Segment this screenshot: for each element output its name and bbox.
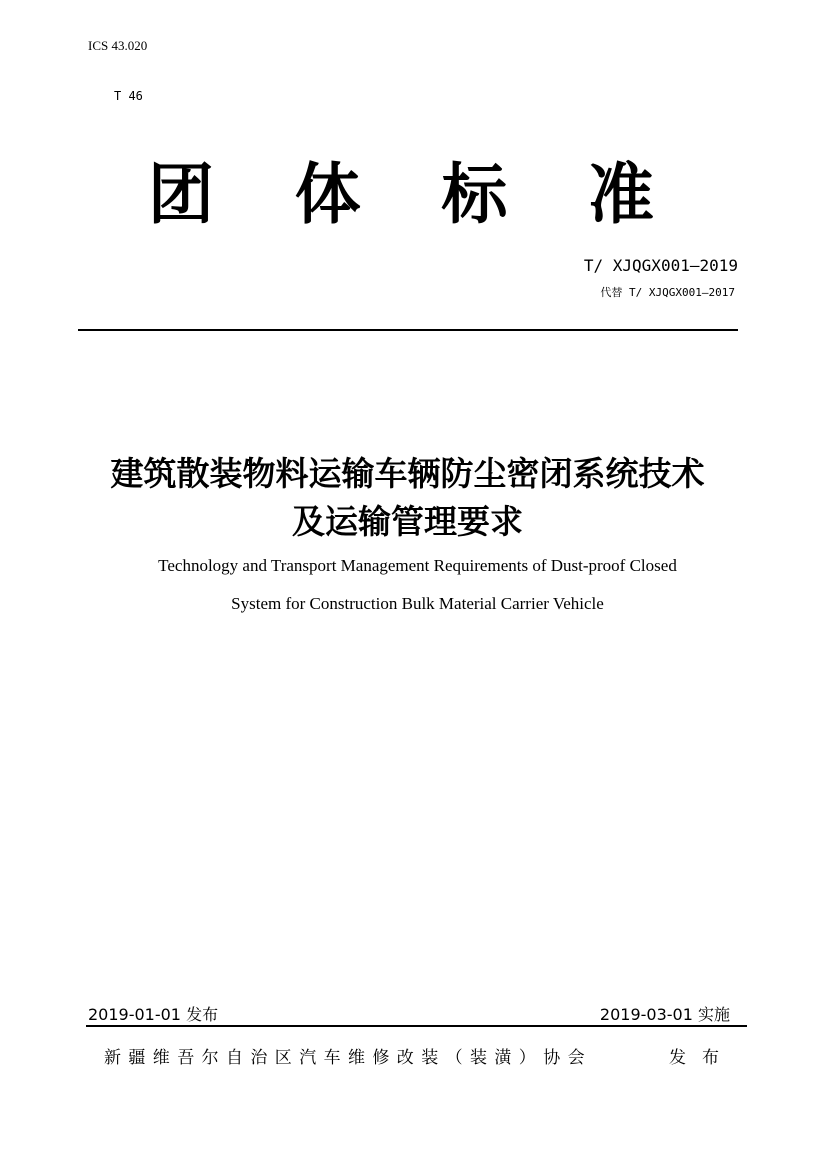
replaces-standard: 代替 T/ XJQGX001—2017	[600, 286, 735, 299]
classification-code: T 46	[114, 89, 143, 103]
bottom-divider	[86, 1025, 747, 1027]
ics-code: ICS 43.020	[88, 38, 148, 53]
standard-number: T/ XJQGX001—2019	[583, 256, 738, 275]
issue-label: 发布	[669, 1048, 735, 1068]
top-divider	[78, 329, 738, 331]
category-char-2: 体	[294, 156, 361, 233]
category-char-1: 团	[148, 156, 214, 233]
document-title-en-line1: Technology and Transport Management Requirements of Dust-proof Closed	[158, 556, 677, 575]
category-char-3: 标	[441, 156, 508, 233]
category-char-4: 准	[587, 156, 654, 233]
implement-date: 2019-03-01 实施	[599, 1005, 730, 1024]
document-title-zh-line2: 及运输管理要求	[292, 502, 523, 541]
document-title-en-line2: System for Construction Bulk Material Carrier Vehicle	[231, 594, 604, 613]
standard-category-title	[88, 150, 728, 240]
issuing-organization: 新疆维吾尔自治区汽车维修改装（装潢）协会	[104, 1048, 592, 1068]
document-title-zh-line1: 建筑散装物料运输车辆防尘密闭系统技术	[110, 454, 705, 493]
publish-date: 2019-01-01 发布	[88, 1005, 219, 1024]
